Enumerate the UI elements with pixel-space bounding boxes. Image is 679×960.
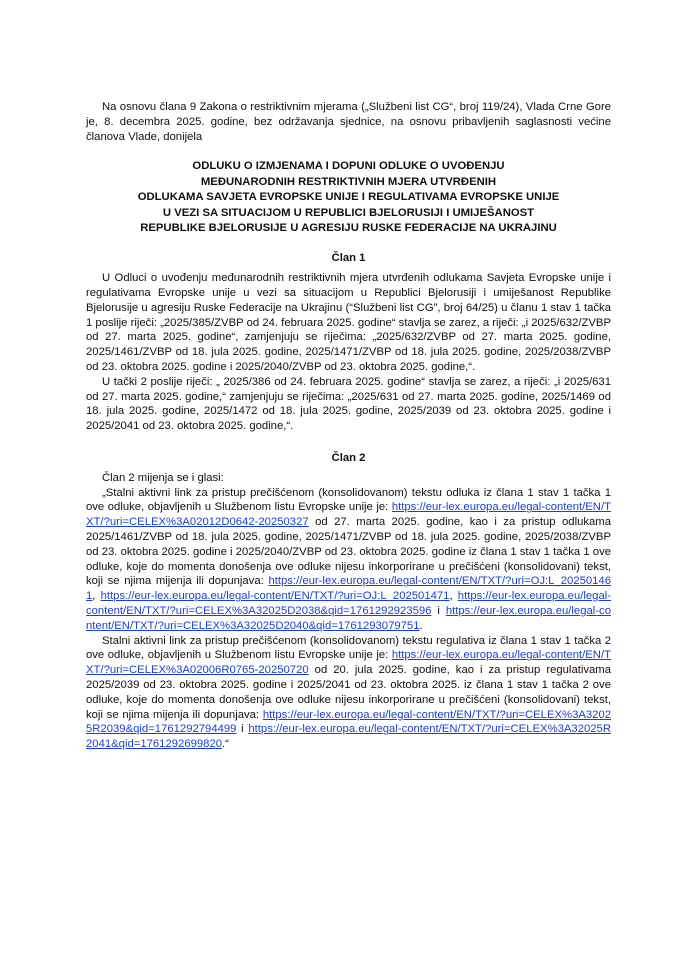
title-line: U VEZI SA SITUACIJOM U REPUBLICI BJELORUSIJI I UMIJEŠANOST [162, 206, 535, 219]
eur-lex-link[interactable]: https://eur-lex.europa.eu/legal-content/EN/TXT/?uri=OJ:L_202501471 [100, 590, 450, 603]
eur-lex-link[interactable]: https://eur-lex.europa.eu/legal-content/EN/TXT/?uri=OJ:L_202501461 [86, 575, 612, 603]
eur-lex-link[interactable]: https://eur-lex.europa.eu/legal-content/EN/TXT/?uri=CELEX%3A32025D2040&qid=1761293079751 [86, 604, 611, 632]
separator: , [449, 590, 453, 603]
article-1-paragraph-1: U Odluci o uvođenju međunarodnih restriktivnih mjera utvrđenih odlukama Savjeta Evropske unije i regulativama Evropske unije u vezi sa situacijom u Republici Bjelorusiji i umiješanost Republike Bjelorusije u agresiju Ruske Federacije na Ukrajinu (“Službeni list CG”, broj 64/25) u članu 1 stav 1 tačka 1 poslije riječi: „2025/385/ZVBP od 24. februara 2025. godine“ stavlja se zarez, a riječi: „i 2025/632/ZVBP od 27. marta 2025. godine“, zamjenjuju se riječima: „2025/632/ZVBP od 27. marta 2025. godine, 2025/1461/ZVBP od 18. jula 2025. godine, 2025/1471/ZVBP od 18. jula 2025. godine, 2025/2038/ZVBP od 23. oktobra 2025. godine i 2025/2040/ZVBP od 23. oktobra 2025. godine,“. [86, 272, 611, 373]
document-title [86, 159, 611, 236]
separator: .“ [222, 738, 229, 751]
eur-lex-link[interactable]: https://eur-lex.europa.eu/legal-content/EN/TXT/?uri=CELEX%3A02012D0642-20250327 [86, 501, 611, 529]
separator: , [92, 590, 96, 603]
article-2-heading: Član 2 [331, 451, 366, 464]
quote-text: od 27. marta 2025. godine, kao i za pristup odlukama 2025/1461/ZVBP od 18. jula 2025. godine, 2025/1471/ZVBP od 18. jula 2025. godine, 2025/2038/ZVBP od 23. oktobra 2025. godine i 2025/2040/ZVBP od 23. oktobra 2025. godine iz člana 1 stav 1 tačka 1 ove odluke, koje do momenta donošenja ove odluke nijesu inkorporirane u prečišćeni (konsolidovani) tekst, koji se njima mijenja ili dopunjava: [86, 516, 611, 588]
title-line: REPUBLIKE BJELORUSIJE U AGRESIJU RUSKE FEDERACIJE NA UKRAJINU [140, 222, 557, 235]
title-line: ODLUKU O IZMJENAMA I DOPUNI ODLUKE O UVOĐENJU [192, 160, 505, 173]
title-line: ODLUKAMA SAVJETA EVROPSKE UNIJE I REGULATIVAMA EVROPSKE UNIJE [137, 191, 560, 204]
article-1-heading: Član 1 [331, 252, 366, 265]
intro-paragraph: Na osnovu člana 9 Zakona o restriktivnim mjerama („Službeni list CG“, broj 119/24), Vlada Crne Gore je, 8. decembra 2025. godine, bez održavanja sjednice, na osnovu pribavljenih saglasnosti većine članova Vlade, donijela [86, 101, 611, 143]
eur-lex-link[interactable]: https://eur-lex.europa.eu/legal-content/EN/TXT/?uri=CELEX%3A02006R0765-20250720 [86, 649, 611, 677]
quote-text: „Stalni aktivni link za pristup prečišćenom (konsolidovanom) tekstu odluka iz člana 1 stav 1 tačka 1 ove odluke, objavljenih u Službenom listu Evropske unije je: [86, 486, 611, 514]
document-page [86, 100, 611, 752]
quote-text: Stalni aktivni link za pristup prečišćenom (konsolidovanom) tekstu regulativa iz člana 1 stav 1 tačka 2 ove odluke, objavljenih u Službenom listu Evropske unije je: [86, 634, 611, 662]
article-2-intro: Član 2 mijenja se i glasi: [102, 471, 224, 484]
article-2-quote-paragraph-1 [86, 486, 611, 634]
separator: i [241, 723, 244, 736]
article-1-paragraph-2: U tački 2 poslije riječi: „ 2025/386 od 24. februara 2025. godine“ stavlja se zarez, a riječi: „i 2025/631 od 27. marta 2025. godine,“ zamjenjuju se riječima: „2025/631 od 27. marta 2025. godine, 2025/1469 od 18. jula 2025. godine, 2025/1472 od 18. jula 2025. godine, 2025/2039 od 23. oktobra 2025. godine i 2025/2041 od 23. oktobra 2025. godine,“. [86, 375, 611, 433]
eur-lex-link[interactable]: https://eur-lex.europa.eu/legal-content/EN/TXT/?uri=CELEX%3A32025D2038&qid=1761292923596 [86, 590, 612, 617]
title-line: MEĐUNARODNIH RESTRIKTIVNIH MJERA UTVRĐENIH [200, 175, 497, 188]
quote-text: od 20. jula 2025. godine, kao i za pristup regulativama 2025/2039 od 23. oktobra 2025. godine i 2025/2041 od 23. oktobra 2025. iz člana 1 stav 1 tačka 2 ove odluke, koje do momenta donošenja ove odluke nijesu inkorporirane u prečišćeni (konsolidovani) tekst, koji se njima mijenja ili dopunjava: [86, 664, 611, 721]
eur-lex-link[interactable]: https://eur-lex.europa.eu/legal-content/EN/TXT/?uri=CELEX%3A32025R2041&qid=1761292699820 [86, 723, 612, 751]
separator: i [437, 604, 440, 617]
eur-lex-link[interactable]: https://eur-lex.europa.eu/legal-content/EN/TXT/?uri=CELEX%3A32025R2039&qid=1761292794499 [86, 708, 612, 736]
article-2-quote-paragraph-2 [86, 634, 611, 752]
separator: . [419, 619, 423, 632]
